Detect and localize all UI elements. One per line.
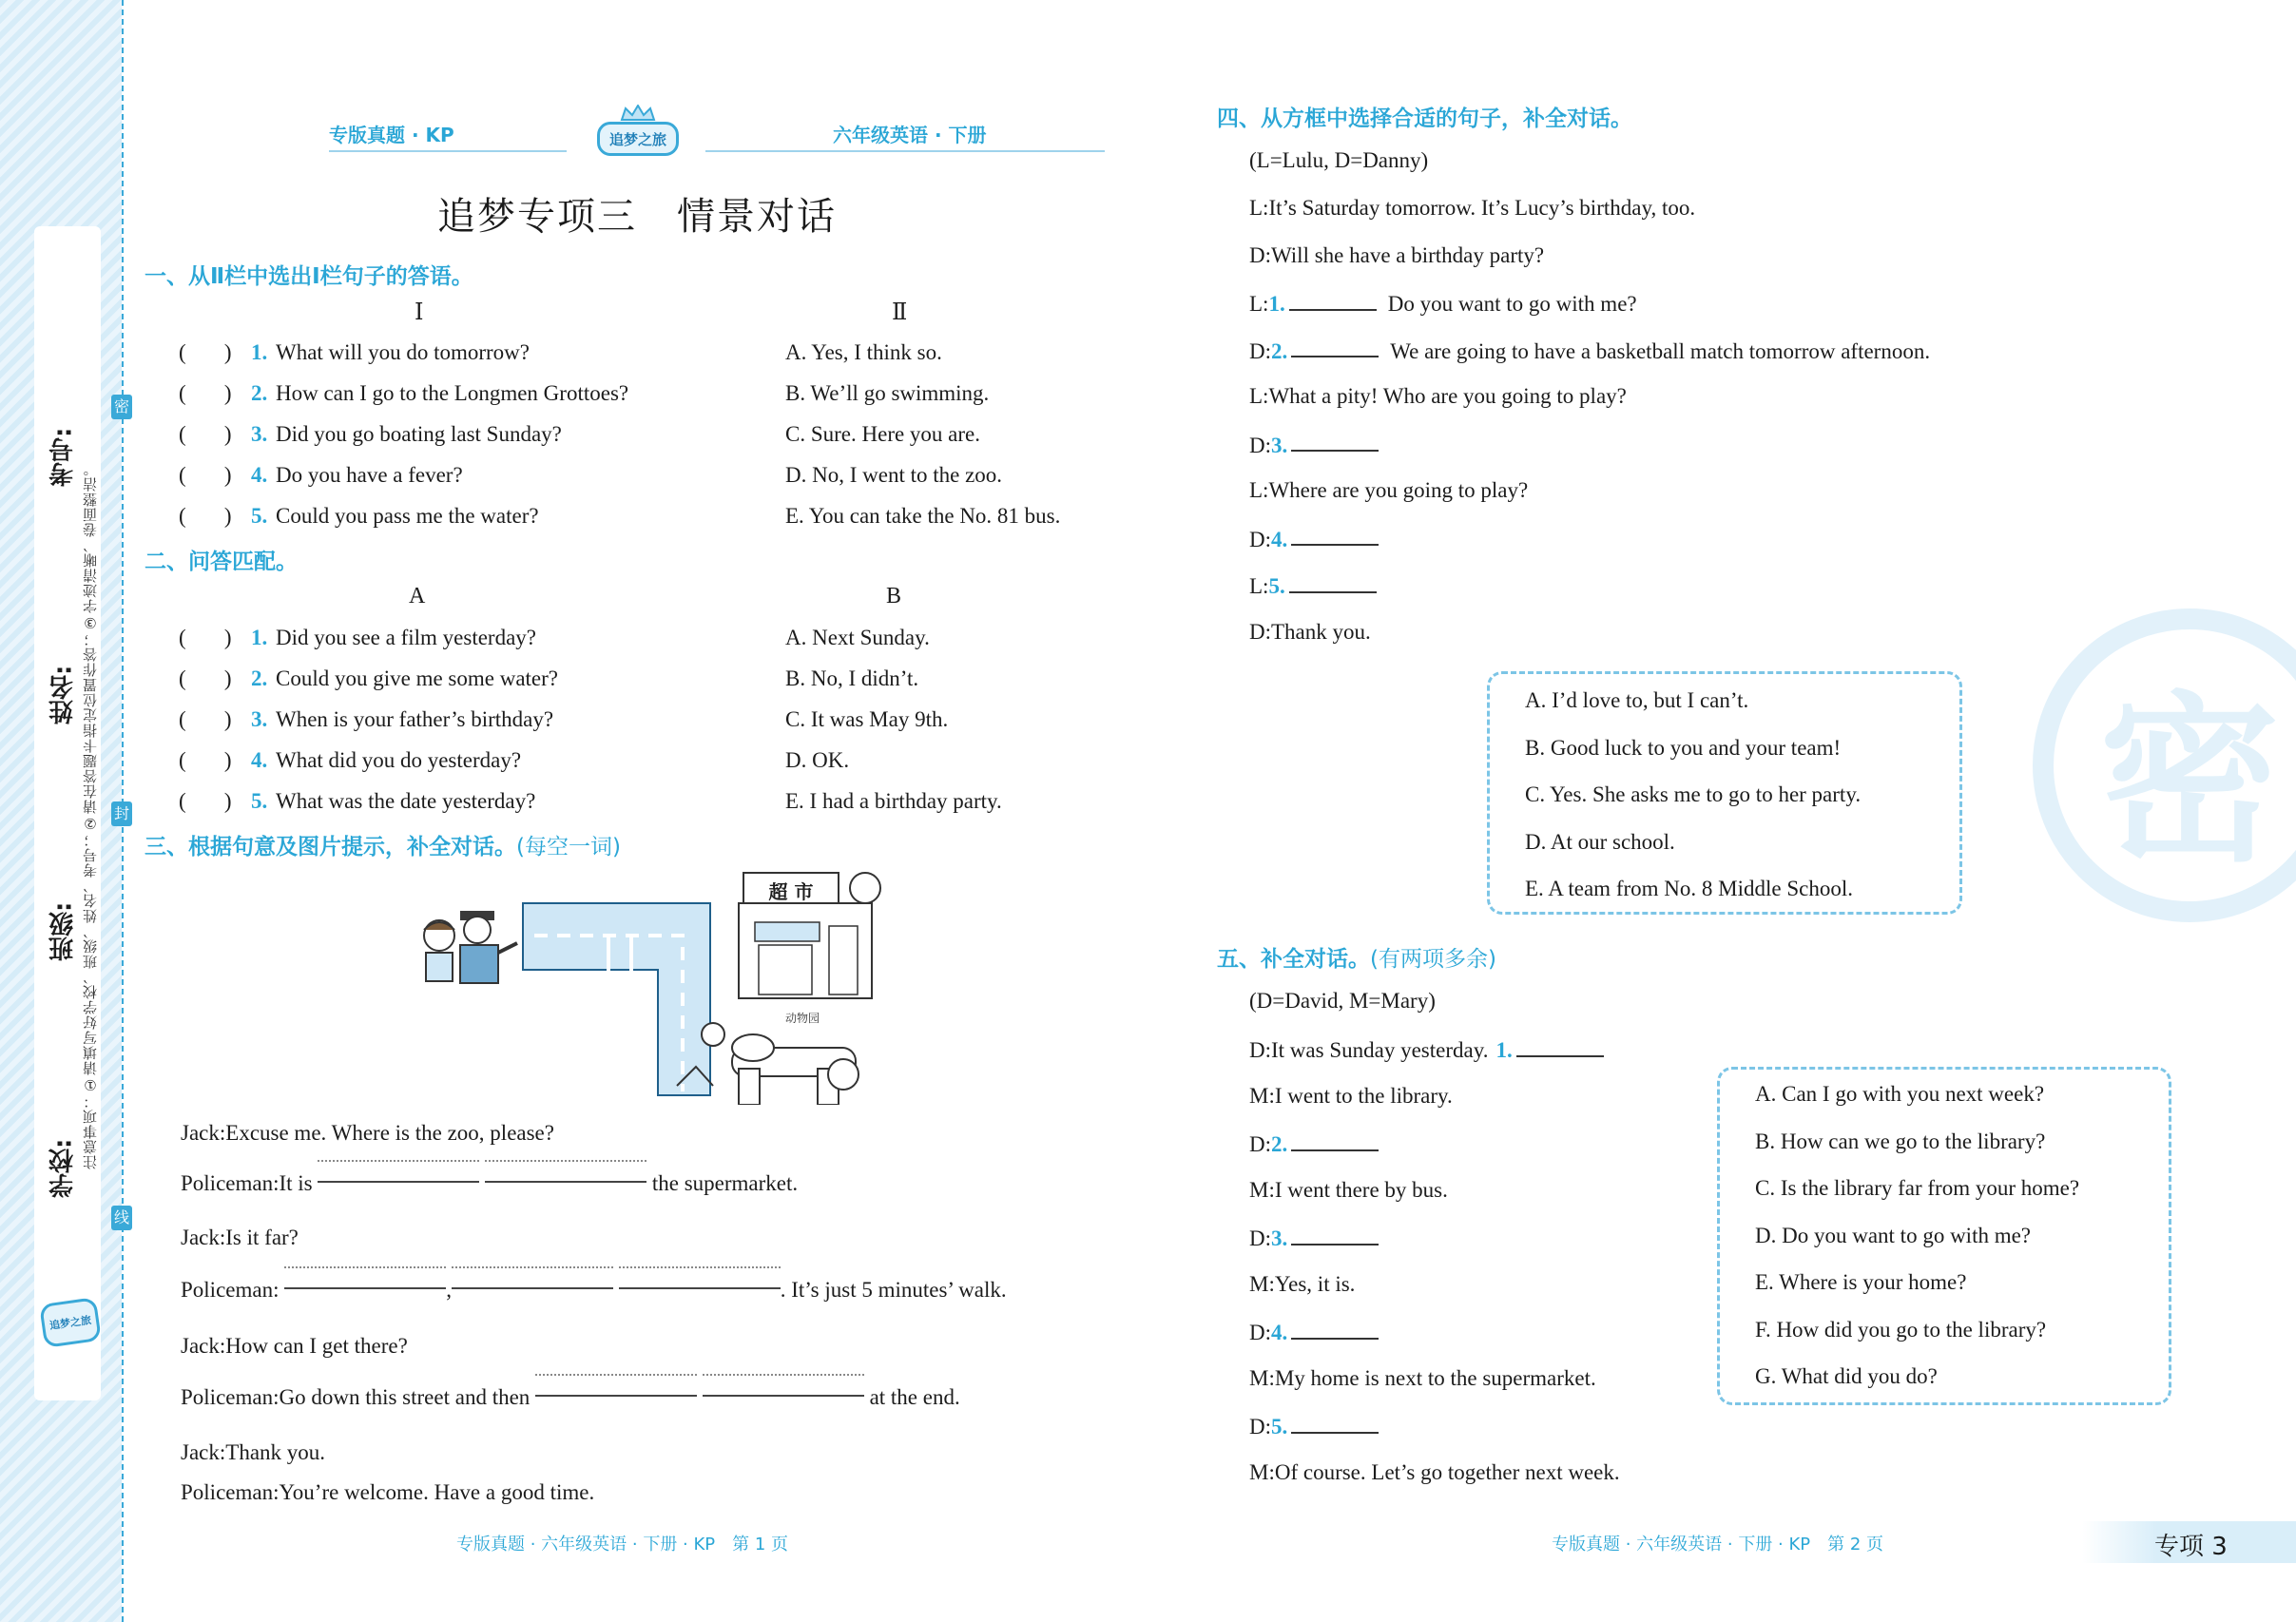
section1-row (179, 381, 1129, 410)
speaker: D: (1249, 619, 1271, 644)
section2-row (179, 707, 1129, 736)
name-label: 姓名: (48, 665, 78, 724)
line-text: Thank you. (1271, 619, 1371, 644)
line-text: It was Sunday yesterday. (1271, 1037, 1489, 1062)
watermark-seal: 密 (2033, 608, 2296, 922)
answer-blank[interactable] (1516, 1036, 1604, 1057)
answer-bracket[interactable]: ( ) (179, 789, 232, 813)
speaker: L: (1249, 478, 1269, 502)
header-left-label: 专版真题 · KP (329, 124, 454, 146)
line-text: I went there by bus. (1274, 1177, 1448, 1202)
dialog-line (1249, 432, 1390, 458)
section2-col1-head: A (409, 584, 426, 608)
option-item: C. Is the library far from your home? (1755, 1176, 2080, 1200)
option-item: B. Good luck to you and your team! (1525, 735, 1842, 760)
speaker: M: (1249, 1365, 1275, 1390)
s3-blank-1a[interactable] (318, 1160, 479, 1190)
answer-option: C. Sure. Here you are. (785, 422, 981, 446)
dialog-line (1249, 384, 1627, 409)
speaker: D: (1249, 527, 1271, 551)
exam-no-label: 考号: (48, 428, 78, 488)
option-item: A. Can I go with you next week? (1755, 1082, 2045, 1106)
s3-blank-3b[interactable] (703, 1374, 864, 1404)
dialog-line (1249, 243, 1544, 268)
class-label: 班级: (48, 901, 78, 961)
seal-feng: 封 (111, 801, 132, 826)
blank-number: 5. (1271, 1414, 1288, 1439)
dialog-line (1249, 1130, 1390, 1157)
speaker: L: (1249, 196, 1269, 220)
question-text: Did you go boating last Sunday? (276, 422, 562, 446)
school-label: 学校: (48, 1138, 78, 1198)
answer-bracket[interactable]: ( ) (179, 422, 232, 446)
speaker: M: (1249, 1083, 1275, 1108)
question-text: Could you give me some water? (276, 666, 559, 690)
blank-number: 4. (1271, 527, 1288, 551)
s3-line-4: Policeman: , . It’s just 5 minutes’ walk. (181, 1266, 1007, 1301)
section2-row (179, 626, 1129, 654)
answer-bracket[interactable]: ( ) (179, 748, 232, 772)
speaker: M: (1249, 1271, 1275, 1296)
question-number: 3. (251, 422, 268, 446)
section4-heading: 四、从方框中选择合适的句子，补全对话。 (1217, 106, 1632, 131)
speaker: M: (1249, 1459, 1275, 1484)
question-number: 5. (251, 504, 268, 528)
answer-option: B. No, I didn’t. (785, 666, 919, 690)
answer-blank[interactable] (1291, 526, 1379, 547)
page-title: 追梦专项三 情景对话 (437, 195, 837, 239)
section3-heading (145, 829, 621, 860)
answer-blank[interactable] (1291, 338, 1379, 358)
speaker: L: (1249, 573, 1269, 598)
speaker: L: (1249, 384, 1269, 408)
answer-bracket[interactable]: ( ) (179, 707, 232, 731)
dialog-line (1249, 1225, 1390, 1251)
option-item: B. How can we go to the library? (1755, 1129, 2046, 1153)
option-item: E. A team from No. 8 Middle School. (1525, 877, 1853, 900)
supermarket-sign: 超 市 (768, 880, 814, 903)
answer-bracket[interactable]: ( ) (179, 463, 232, 487)
dialog-line (1249, 1178, 1448, 1203)
blank-number: 5. (1268, 573, 1285, 598)
answer-option: A. Next Sunday. (785, 626, 930, 649)
answer-blank[interactable] (1291, 432, 1379, 453)
answer-blank[interactable] (1291, 1130, 1379, 1151)
header-rule-right (705, 150, 1105, 152)
answer-bracket[interactable]: ( ) (179, 340, 232, 364)
section2-row (179, 789, 1129, 818)
blank-number: 1. (1268, 291, 1285, 316)
student-info-labels (42, 285, 84, 1198)
line-text: What a pity! Who are you going to play? (1268, 384, 1627, 408)
map-illustration (411, 867, 896, 1105)
s3-line-5: Jack:How can I get there? (181, 1334, 408, 1358)
blank-number: 3. (1271, 1226, 1288, 1250)
s3-line-3: Jack:Is it far? (181, 1226, 299, 1249)
section1-row (179, 504, 1129, 532)
answer-bracket[interactable]: ( ) (179, 504, 232, 528)
question-text: When is your father’s birthday? (276, 707, 554, 731)
answer-bracket[interactable]: ( ) (179, 381, 232, 405)
answer-blank[interactable] (1291, 1319, 1379, 1340)
speaker: D: (1249, 1414, 1271, 1439)
answer-option: D. No, I went to the zoo. (785, 463, 1003, 487)
answer-blank[interactable] (1291, 1413, 1379, 1434)
s3-blank-2c[interactable] (619, 1266, 781, 1297)
option-item: D. At our school. (1525, 829, 1675, 854)
question-number: 3. (251, 707, 268, 731)
line-text: Will she have a birthday party? (1271, 242, 1545, 267)
dialog-line (1249, 1272, 1355, 1297)
answer-option: A. Yes, I think so. (785, 340, 942, 364)
answer-option: E. You can take the No. 81 bus. (785, 504, 1061, 528)
header-right-label: 六年级英语 · 下册 (833, 124, 987, 146)
question-text: How can I go to the Longmen Grottoes? (276, 381, 629, 405)
question-number: 5. (251, 789, 268, 813)
seal-xian: 线 (111, 1206, 132, 1230)
line-text: Do you want to go with me? (1387, 291, 1637, 316)
section3-heading-text: 三、根据句意及图片提示，补全对话。 (145, 835, 516, 859)
question-number: 1. (251, 340, 268, 364)
speaker: D: (1249, 242, 1271, 267)
blank-number: 1. (1495, 1037, 1513, 1062)
zoo-sign: 动物园 (784, 1012, 820, 1025)
section2-row (179, 748, 1129, 777)
option-item: G. What did you do? (1755, 1364, 1938, 1388)
seal-mi: 密 (111, 395, 132, 419)
question-text: Did you see a film yesterday? (276, 626, 536, 649)
speaker: D: (1249, 1037, 1271, 1062)
option-item: D. Do you want to go with me? (1755, 1223, 2032, 1247)
answer-blank[interactable] (1289, 290, 1377, 311)
s3-blank-2a[interactable] (284, 1266, 446, 1297)
section1-col1-head: Ⅰ (415, 300, 424, 325)
dialog-line (1249, 1036, 1604, 1063)
question-number: 4. (251, 463, 268, 487)
line-text: My home is next to the supermarket. (1274, 1365, 1596, 1390)
policeman-figure (460, 911, 517, 983)
speaker: D: (1249, 338, 1271, 363)
section4-roles: (L=Lulu, D=Danny) (1249, 148, 1429, 172)
answer-bracket[interactable]: ( ) (179, 626, 232, 649)
section1-col2-head: Ⅱ (892, 300, 908, 325)
line-text: I went to the library. (1274, 1083, 1453, 1108)
section1-row (179, 463, 1129, 492)
dialog-line (1249, 1413, 1390, 1439)
answer-blank[interactable] (1291, 1225, 1379, 1245)
speaker: M: (1249, 1177, 1275, 1202)
section1-row (179, 340, 1129, 369)
section5-heading (1217, 941, 1496, 973)
header-rule-left (329, 150, 567, 152)
blank-number: 2. (1271, 338, 1288, 363)
s3-line-7: Jack:Thank you. (181, 1440, 326, 1464)
answer-option: E. I had a birthday party. (785, 789, 1002, 813)
question-text: What will you do tomorrow? (276, 340, 531, 364)
line-text: Where are you going to play? (1268, 478, 1529, 502)
speaker: D: (1249, 1226, 1271, 1250)
dialog-line (1249, 1084, 1453, 1109)
s3-blank-2b[interactable] (452, 1266, 613, 1297)
section1-heading: 一、从Ⅱ栏中选出Ⅰ栏句子的答语。 (145, 264, 473, 289)
line-text: Of course. Let’s go together next week. (1274, 1459, 1620, 1484)
dialog-line (1249, 620, 1371, 645)
question-text: Could you pass me the water? (276, 504, 539, 528)
option-item: F. How did you go to the library? (1755, 1317, 2047, 1342)
answer-option: C. It was May 9th. (785, 707, 949, 731)
section2-heading: 二、问答匹配。 (145, 550, 298, 574)
answer-option: D. OK. (785, 748, 850, 772)
speaker: D: (1249, 1320, 1271, 1344)
dialog-line (1249, 290, 1637, 317)
s3-line-8: Policeman:You’re welcome. Have a good time. (181, 1480, 595, 1504)
section3-note: (每空一词) (516, 835, 621, 859)
question-number: 1. (251, 626, 268, 649)
dialog-line (1249, 196, 1695, 221)
s3-line-1: Jack:Excuse me. Where is the zoo, please? (181, 1121, 554, 1145)
section2-col2-head: B (886, 584, 902, 608)
speaker: L: (1249, 291, 1269, 316)
section5-roles: (D=David, M=Mary) (1249, 989, 1436, 1013)
footer-right: 专版真题 · 六年级英语 · 下册 · KP 第 2 页 (1552, 1535, 1884, 1554)
line-text: It’s Saturday tomorrow. It’s Lucy’s birthday, too. (1268, 196, 1696, 220)
exam-notes: 注意事项：①请填写好学校、班级、姓名、考号；②请在答题卡指定位置作答；③字迹清晰、卷面整洁。 (82, 461, 99, 1169)
section1-row (179, 422, 1129, 451)
dialog-line (1249, 1366, 1596, 1391)
s3-blank-3a[interactable] (535, 1374, 697, 1404)
s3-blank-1b[interactable] (485, 1160, 646, 1190)
boy-figure (424, 920, 454, 981)
section5-heading-text: 五、补全对话。 (1217, 947, 1370, 972)
side-logo: 追梦之旅 (39, 1297, 102, 1348)
blank-number: 3. (1271, 433, 1288, 457)
answer-bracket[interactable]: ( ) (179, 666, 232, 690)
question-text: Do you have a fever? (276, 463, 463, 487)
section2-row (179, 666, 1129, 695)
s3-line-2: Policeman:It is the supermarket. (181, 1160, 798, 1194)
dialog-line (1249, 1460, 1620, 1485)
speaker: D: (1249, 433, 1271, 457)
s3-line-6: Policeman:Go down this street and then at the end. (181, 1374, 960, 1408)
question-number: 2. (251, 381, 268, 405)
header-crown-icon (620, 105, 656, 122)
section5-note: (有两项多余) (1370, 947, 1496, 972)
dialog-line (1249, 1319, 1390, 1345)
question-number: 2. (251, 666, 268, 690)
answer-blank[interactable] (1289, 572, 1377, 593)
dialog-line (1249, 526, 1390, 552)
question-number: 4. (251, 748, 268, 772)
question-text: What was the date yesterday? (276, 789, 536, 813)
dialog-line (1249, 338, 1930, 364)
question-text: What did you do yesterday? (276, 748, 522, 772)
footer-left: 专版真题 · 六年级英语 · 下册 · KP 第 1 页 (456, 1535, 789, 1554)
option-item: A. I’d love to, but I can’t. (1525, 688, 1749, 712)
dialog-line (1249, 572, 1388, 599)
header-logo: 追梦之旅 (597, 122, 679, 156)
option-item: E. Where is your home? (1755, 1270, 1967, 1294)
option-item: C. Yes. She asks me to go to her party. (1525, 782, 1862, 806)
speaker: D: (1249, 1131, 1271, 1156)
dialog-line (1249, 478, 1528, 503)
answer-option: B. We’ll go swimming. (785, 381, 990, 405)
blank-number: 4. (1271, 1320, 1288, 1344)
line-text: We are going to have a basketball match tomorrow afternoon. (1390, 338, 1931, 363)
footer-tag: 专项 3 (2154, 1533, 2228, 1561)
line-text: Yes, it is. (1274, 1271, 1356, 1296)
blank-number: 2. (1271, 1131, 1288, 1156)
